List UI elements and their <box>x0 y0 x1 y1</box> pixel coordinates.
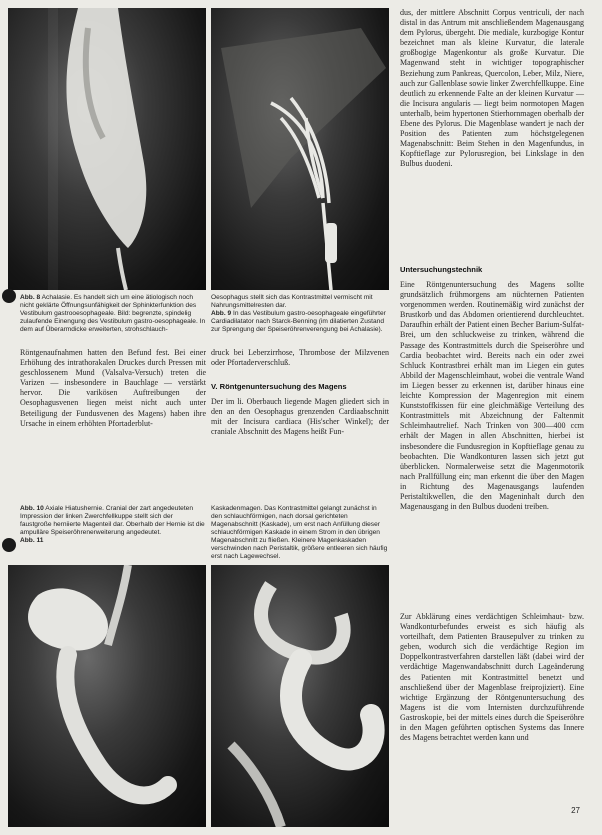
figure-11-caption <box>211 505 389 561</box>
xray-image-achalasie <box>8 8 206 290</box>
paragraph: Eine Röntgenuntersuchung des Magens sollte grundsätzlich frühmorgens am nüchternen Patienten vorgenommen werden. Routinemäßig wird zunächst der Brustkorb und das Abdomen orientierend durchleuchtet. Daraufhin erhält der Patient einen Becher Barium-Sulfat-Brei, um den schluckweise zu trinken, während die Passage des Kontrastmittels durch die Speiseröhre und Cardia beobachtet wird. Bereits nach ein oder zwei Schluck Kontrastbrei erhält man im Liegen ein gutes Abbild der Magenschleimhaut, wobei die ventrale Wand im Liegen besser zu erkennen ist, darüber hinaus eine leichte Kompression der Magenregion mit einem Kunststoffkissen für eine gleichmäßige Verteilung des Kontrastmittels mit Abzeichnung der Faltenmit Schleimhautrelief. Nach Trinken von 300—400 ccm erhält der Magen in allen Abschnitten, hierbei ist insbesondere die Fundusregion in Kopftieflage genau zu beobachten. Die Wandkonturen lassen sich jetzt gut überblicken. Normalerweise setzt die Magenmotorik nach Prallfüllung ein; man erkennt die über den Magen in Richtung des Magenausgangs laufenden Peristaltikwellen, die den Mageninhalt durch den Magenausgang in den Bulbus duodeni treiben. <box>400 280 584 512</box>
figure-10-text: Axiale Hiatushernie. Cranial der zart angedeuteten Impression der linken Zwerchfellkuppe stellt sich der faustgroße herniierte Magenteil dar. Oberhalb der Hernie ist die ampulläre Speiseröhrenerweiterung angedeutet. <box>20 505 205 536</box>
xray-image-cardiadilatator <box>211 8 389 290</box>
paragraph: druck bei Leberzirrhose, Thrombose der Milzvenen oder Pfortaderverschluß. <box>211 348 389 368</box>
xray-image-kaskadenmagen <box>211 565 389 827</box>
figure-11-number: Abb. 11 <box>20 537 44 544</box>
section-heading-magen: V. Röntgenuntersuchung des Magens <box>211 382 347 391</box>
figure-10-number: Abb. 10 <box>20 505 44 512</box>
column-3-text-3 <box>400 612 584 743</box>
paragraph: Röntgenaufnahmen hatten den Befund fest. Bei einer Erhöhung des intrathorakalen Druckes durch Pressen mit geschlossenem Mund (Valsalva-Versuch) treten die Varizen — insbesondere in Bauchlage — verstärkt hervor. Die varikösen Auftreibungen der Oesophagusvenen liegen meist nicht auch unter Beteiligung der Fundusvenen des Magens) haben ihre Ursache in einem erhöhten Pfortaderblut- <box>20 348 206 428</box>
page-number: 27 <box>571 806 580 815</box>
figure-8-number: Abb. 8 <box>20 294 41 301</box>
column-3-text <box>400 8 584 170</box>
figure-9-caption <box>211 294 389 334</box>
figure-9-number: Abb. 9 <box>211 310 232 317</box>
figure-10-11-caption <box>20 505 206 545</box>
punch-hole <box>2 538 16 552</box>
figure-8-caption-continued: Oesophagus stellt sich das Kontrastmittel vermischt mit Nahrungsmittelresten dar. <box>211 294 373 309</box>
paragraph: Zur Abklärung eines verdächtigen Schleimhaut- bzw. Wandkonturbefundes erweist es sich häufig als vorteilhaft, dem Patienten Brausepulver zu trinken zu geben, wodurch sich die verdächtige Region im Doppelkontrastverfahren darstellen läßt (dabei wird der verdächtige Magenwandabschnitt durch Lageänderung des Patienten mit Kontrastmittel benetzt und anschließend über der Magenblase freiprojiziert). Eine wichtige Ergänzung der Röntgenuntersuchung des Magens ist die vom Internisten durchzuführende Gastroskopie, bei der mittels eines durch die Speiseröhre in den Magen geführten optischen Systems das Innere des Magens betrachtet werden kann und <box>400 612 584 743</box>
paragraph: dus, der mittlere Abschnitt Corpus ventriculi, der nach distal in das Antrum mit anschließendem Magenausgang dem Pylorus, übergeht. Die mediale, kurzbogige Kontur bezeichnet man als kleine Kurvatur, die laterale großbogige Magenkontur als große Kurvatur. Die Magenwand steht in wichtiger topographischer Beziehung zum Pankreas, Quercolon, Leber, Milz, Niere, auch zur Gallenblase sowie linker Zwerchfellkuppe. Eine deutlich zu erkennende Falte an der kleinen Kurvatur — die Incisura angularis — liegt beim normotopen Magen unterhalb, beim hypertonen Stierhornmagen oberhalb der Ebene des Pylorus. Die Magenblase wandert je nach der Position des Patienten zum höchstgelegenen Magenabschnitt: Beim Stehen in den Magenfundus, in Kopftieflage zur Pylorusregion, bei Linkslage in den Bulbus duodeni. <box>400 8 584 169</box>
punch-hole <box>2 289 16 303</box>
column-3-text-2 <box>400 280 584 512</box>
figure-9-text: In das Vestibulum gastro-oesophageale eingeführter Cardiadilatator nach Starck-Benning (im dilatierten Zustand zur Sprengung der Speiseröhrenverengung bei Achalasie). <box>211 310 386 333</box>
column-1-text <box>20 348 206 429</box>
figure-11-text: Kaskadenmagen. Das Kontrastmittel gelangt zunächst in den schlauchförmigen, nach dorsal gerichteten Magenabschnitt (Kaskade), um erst nach Anfüllung dieser schlauchförmigen Kaskade in einem Strom in den übrigen Magenabschnitt zu fließen. Kleinere Magenkaskaden verschwinden nach Peristaltik, größere entleeren sich häufig erst nach Lagewechsel. <box>211 505 388 560</box>
paragraph: Der im li. Oberbauch liegende Magen gliedert sich in den an den Oesophagus grenzenden Cardiaabschnitt mit der Incisura cardiaca (His'scher Winkel); der craniale Abschnitt des Magens heißt Fun- <box>211 397 389 437</box>
column-2-text <box>211 348 389 368</box>
figure-8-text: Achalasie. Es handelt sich um eine ätiologisch noch nicht geklärte Öffnungsunfähigkeit der Sphinkterfunktion des Vestibulum gastrooesophageale. Bild: begrenzte, spindelig zulaufende Einengung des Vestibulum gastro-oesophageale. In dem auf Überarmdicke erweiterten, strohschlauch- <box>20 294 206 333</box>
figure-8-caption <box>20 294 206 334</box>
section-heading-untersuchungstechnik: Untersuchungstechnik <box>400 265 483 274</box>
column-2-text-2 <box>211 397 389 437</box>
xray-image-hiatushernie <box>8 565 206 827</box>
